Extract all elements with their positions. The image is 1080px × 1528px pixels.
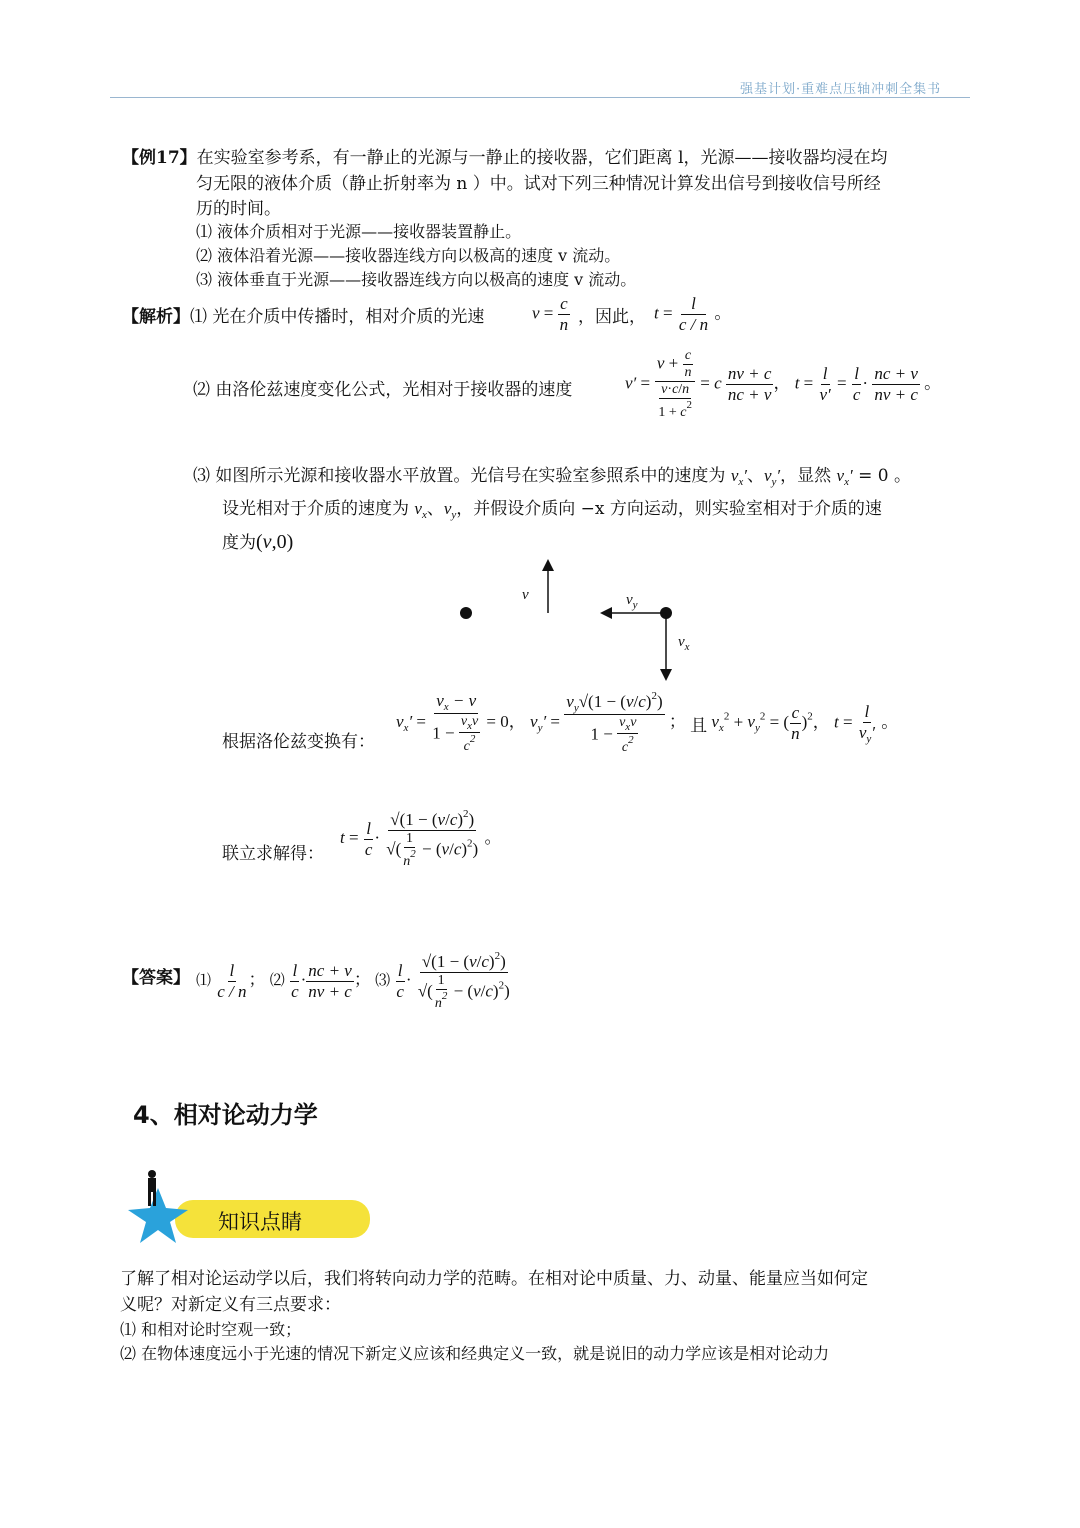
answer-line	[122, 966, 190, 990]
example-line3: 历的时间。	[196, 199, 281, 219]
solution-label: 【解析】	[122, 307, 190, 327]
body-p2: 义呢？对新定义有三点要求：	[120, 1295, 341, 1315]
example-label: 【例17】	[122, 148, 197, 168]
star-icon	[128, 1188, 188, 1243]
solve-text: 联立求解得：	[222, 844, 324, 864]
solution-p3-line1: ⑶ 如图所示光源和接收器水平放置。光信号在实验室参照系中的速度为 $v_x'$、$v_y'$，显然 $v_x' = 0$ 。	[193, 466, 911, 488]
solution-p2-text: ⑵ 由洛伦兹速度变化公式，光相对于接收器的速度	[193, 380, 573, 400]
header-rule	[110, 97, 970, 98]
fig-label-v: v	[522, 587, 529, 603]
lorentz-text: 根据洛伦兹变换有：	[222, 732, 375, 752]
solution-p3-line2: 设光相对于介质的速度为 $v_x$、$v_y$，并假设介质向 −x 方向运动，则实验室相对于介质的速	[222, 499, 882, 521]
body-p4: ⑵ 在物体速度远小于光速的情况下新定义应该和经典定义一致，就是说旧的动力学应该是相对论动力	[120, 1344, 830, 1363]
formula-lorentz: $v_x'$ = $v_x - v$ 1 − $\frac{v_xv}{c^2}$ = 0， $v_y'$ = $v_y√(1 - (v/c)^2)$ 1 − $\frac{v_xv}{c^2}$ ； 且 $v_x^2 + v_y^2$ = ( $\frac{c}{n}$ )$^2$， t = $\frac{l}{v_y'}$ 。	[396, 690, 899, 755]
example-line1: 在实验室参考系，有一静止的光源与一静止的接收器，它们距离 l，光源——接收器均浸在均	[196, 148, 888, 168]
person-icon	[148, 1170, 156, 1206]
solution-p1-mid: ，因此，	[578, 307, 646, 327]
formula-velocity-addition: v′ = v + $\frac{c}{n}$ $\frac{v\cdot c/n}{1 + c^2}$ = c $\frac{nv + c}{nc + v}$ ， t = $\frac{l}{v'}$ = $\frac{l}{c}$ · $\frac{nc + v}{nv + c}$ 。	[625, 348, 942, 420]
fig-label-vy: $v_y$	[626, 592, 638, 611]
formula-t-l-over-cn: t = $\frac{l}{c / n}$ 。	[654, 294, 732, 334]
solution-part1	[122, 305, 484, 329]
solution-p1-text: ⑴ 光在介质中传播时，相对介质的光速	[190, 307, 485, 327]
formula-v-c-over-n: v = $\frac{c}{n}$	[532, 294, 569, 334]
answer-formulas: ⑴ $\frac{l}{c / n}$ ； ⑵ $\frac{l}{c}$ · $\frac{nc + v}{nv + c}$ ； ⑶ $\frac{l}{c}$ · $√(1 - (v/c)^2)$ √( $\frac{1}{n^2}$ − $(v/c)^2$)	[196, 950, 510, 1011]
example-case-1: ⑴ 液体介质相对于光源——接收器装置静止。	[196, 222, 522, 241]
solution-p3-line3: 度为(v,0)	[222, 531, 294, 553]
light-source-dot	[460, 607, 472, 619]
velocity-diagram	[440, 555, 720, 685]
section-title: 4、相对论动力学	[133, 1101, 318, 1129]
example-case-3: ⑶ 液体垂直于光源——接收器连线方向以极高的速度 v 流动。	[196, 270, 637, 289]
fig-label-vx: $v_x$	[678, 634, 690, 653]
body-p1: 了解了相对论运动学以后，我们将转向动力学的范畴。在相对论中质量、力、动量、能量应当如何定	[120, 1269, 868, 1289]
formula-t-solution: t = $\frac{l}{c}$ · $√(1 - (v/c)^2)$ √( $\frac{1}{n^2}$ − $(v/c)^2$) 。	[340, 808, 502, 869]
answer-label: 【答案】	[122, 968, 190, 988]
example-case-2: ⑵ 液体沿着光源——接收器连线方向以极高的速度 v 流动。	[196, 246, 621, 265]
example-line2: 匀无限的液体介质（静止折射率为 n ）中。试对下列三种情况计算发出信号到接收信号所经	[196, 174, 881, 194]
banner-text: 知识点睛	[218, 1210, 302, 1234]
example-first-line	[122, 146, 888, 170]
body-p3: ⑴ 和相对论时空观一致；	[120, 1320, 302, 1339]
running-header: 强基计划·重难点压轴冲刺全集书	[740, 82, 942, 97]
